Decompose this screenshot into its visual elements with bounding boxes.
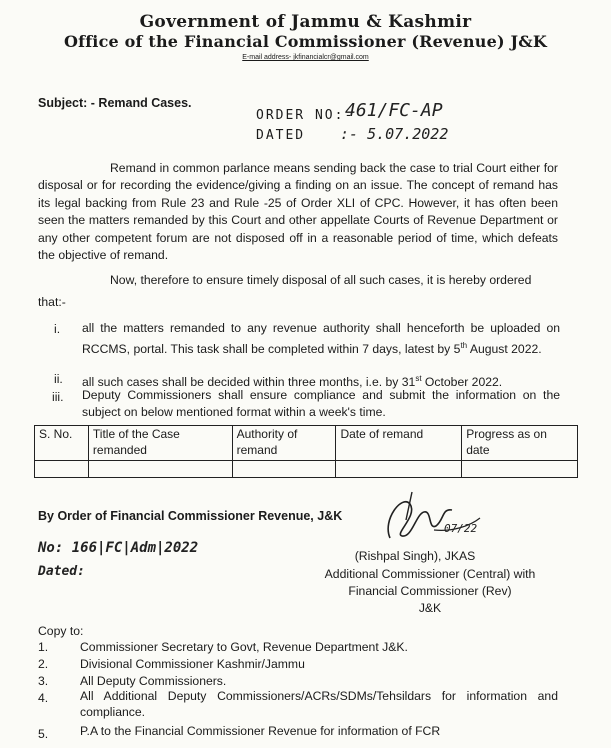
order-dated-handwritten: :- 5.07.2022: [340, 125, 449, 143]
order-no-label: ORDER NO:-: [256, 108, 355, 123]
item-text-end: August 2022.: [467, 342, 542, 357]
item-number: iii.: [52, 390, 64, 404]
table-cell: [88, 461, 232, 478]
signature-date: 07/22: [444, 522, 478, 535]
header-email: E-mail address- jkfinancialcr@gmail.com: [242, 54, 369, 61]
copy-to-label: Copy to:: [38, 624, 84, 638]
dispatch-no-handwritten: No: 166|FC|Adm|2022: [38, 540, 199, 556]
order-item: [82, 387, 560, 422]
col-authority: Authority of remand: [232, 426, 336, 461]
item-superscript: st: [415, 374, 422, 383]
table-header-row: [35, 426, 578, 461]
table-cell: [232, 461, 336, 478]
subject-line: Subject: - Remand Cases.: [38, 96, 192, 110]
remand-format-table: [34, 425, 578, 478]
signatory-designation: Additional Commissioner (Central) with: [324, 567, 536, 581]
by-order-line: By Order of Financial Commissioner Revenue, J&K: [38, 509, 343, 523]
item-text: Deputy Commissioners shall ensure compliance and submit the information on the subject on below mentioned format within a week's time.: [82, 388, 560, 420]
copy-item-number: 3.: [38, 674, 49, 688]
signatory-office: Financial Commissioner (Rev): [348, 584, 512, 598]
signatory-place: J&K: [418, 601, 442, 615]
copy-item-number: 5.: [38, 727, 49, 741]
item-number: ii.: [54, 372, 63, 386]
col-sno: S. No.: [35, 426, 89, 461]
copy-item: Divisional Commissioner Kashmir/Jammu: [80, 657, 305, 671]
table-cell: [336, 461, 462, 478]
copy-item-number: 2.: [38, 657, 49, 671]
item-text: all the matters remanded to any revenue authority shall henceforth be uploaded on RCCMS, portal. This task shall be completed within 7 days, latest by 5: [82, 321, 560, 357]
copy-item: P.A to the Financial Commissioner Revenue for information of FCR: [80, 724, 441, 738]
copy-item: Commissioner Secretary to Govt, Revenue Department J&K.: [80, 640, 408, 654]
dispatch-dated-handwritten: Dated:: [38, 564, 85, 579]
paragraph-ordered: Now, therefore to ensure timely disposal of all such cases, it is hereby ordered: [110, 273, 532, 287]
col-progress: Progress as on date: [462, 426, 578, 461]
order-no-handwritten: 461/FC-AP: [345, 100, 443, 121]
copy-item: All Additional Deputy Commissioners/ACRs/SDMs/Tehsildars for information and compliance.: [80, 689, 558, 719]
order-item: [82, 320, 560, 359]
copy-item: All Deputy Commissioners.: [80, 674, 227, 688]
item-text-end: October 2022.: [421, 375, 503, 390]
col-title: Title of the Case remanded: [88, 426, 232, 461]
table-row: [35, 461, 578, 478]
item-text: all such cases shall be decided within three months, i.e. by 31: [82, 375, 416, 390]
signature: [372, 490, 492, 550]
header-office: Office of the Financial Commissioner (Revenue) J&K: [63, 32, 548, 51]
order-dated-label: DATED: [256, 128, 306, 143]
copy-item-number: 1.: [38, 640, 49, 654]
item-number: i.: [54, 322, 61, 336]
paragraph-that: that:-: [38, 295, 66, 309]
copy-item-number: 4.: [38, 691, 49, 705]
table-cell: [462, 461, 578, 478]
table-cell: [35, 461, 89, 478]
paragraph-remand: Remand in common parlance means sending back the case to trial Court either for disposal or for recording the evidence/giving a finding on an issue. The concept of remand has its legal backing from Rule 23 and Rule -25 of Order XLI of CPC. However, it has often been seen the matters remanded by this Court and other appellate Courts of Revenue Department or any other competent forum are not disposed off in a reasonable period of time, which defeats the objective of remand.: [38, 161, 558, 263]
signatory-name: (Rishpal Singh), JKAS: [354, 549, 476, 563]
item-superscript: th: [460, 341, 468, 351]
header-government: Government of Jammu & Kashmir: [139, 12, 472, 32]
col-date-of-remand: Date of remand: [336, 426, 462, 461]
